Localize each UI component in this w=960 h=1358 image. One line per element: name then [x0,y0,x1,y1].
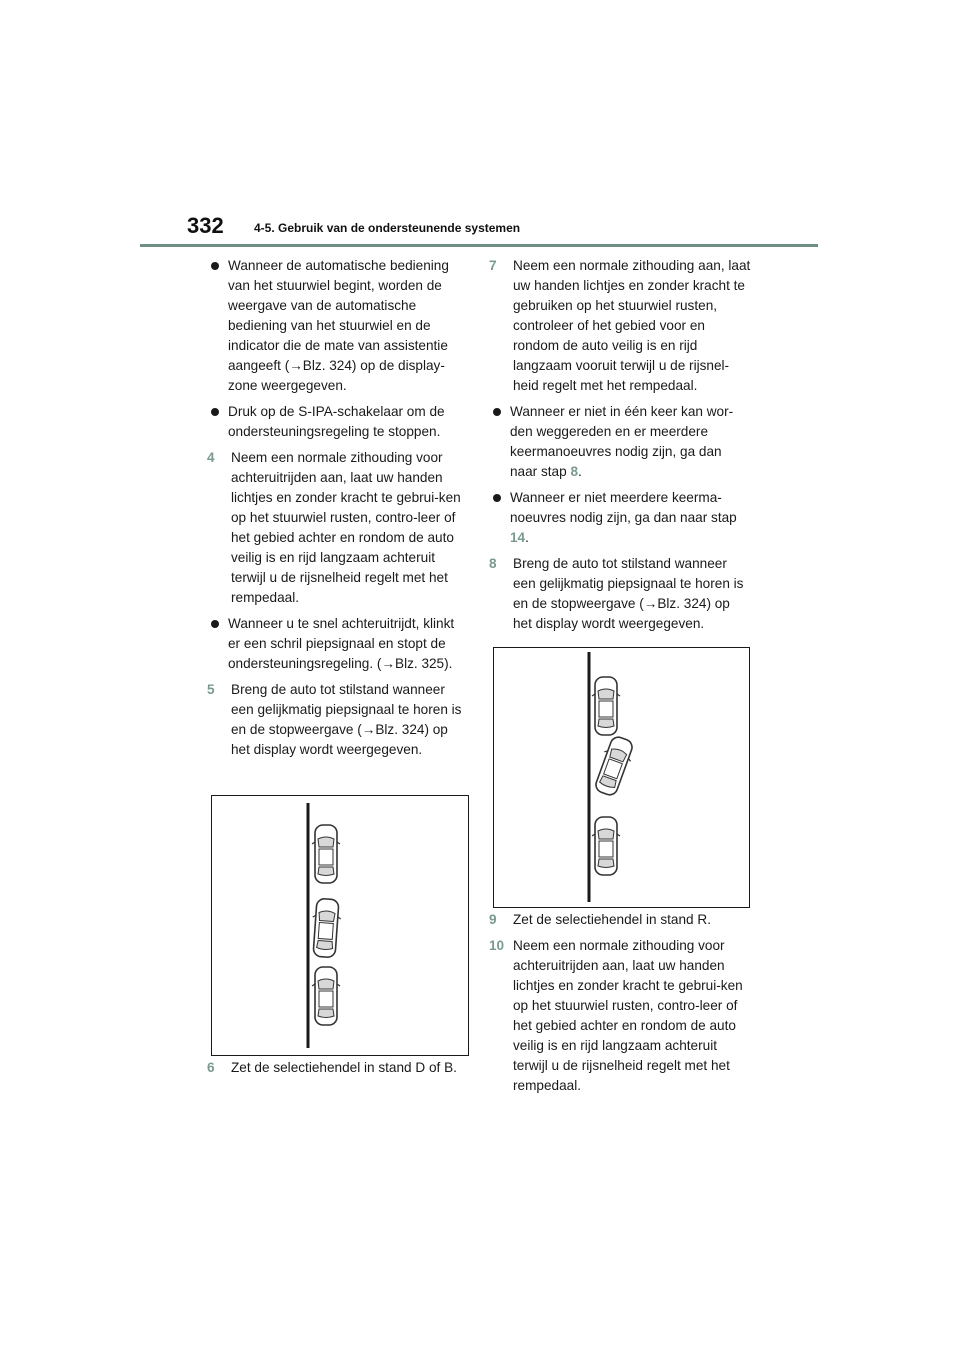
step-6 [207,1058,469,1084]
bullet-text-end: . [578,464,582,479]
step-text: Breng de auto tot stilstand wanneer een gelijkmatig piepsignaal te horen is en de stopweergave (→Blz. 324) op het display wordt weergegeven. [513,556,744,631]
step-number: 4 [207,450,215,465]
right-column-lower [489,910,751,1102]
step-text: Neem een normale zithouding aan, laat uw handen lichtjes en zonder kracht te gebruiken op het stuurwiel rusten, controleer of het gebied voor en rondom de auto veilig is en rijd langzaam vooruit terwijl u de rijsnel-heid regelt met het rempedaal. [513,258,751,393]
header-rule [140,244,818,247]
step-number: 9 [489,912,497,927]
maneuvering-car [310,898,342,958]
step-text: Neem een normale zithouding voor achteruitrijden aan, laat uw handen lichtjes en zonder kracht te gebrui-ken op het stuurwiel rusten, contro-leer of het gebied achter en rondom de auto veilig is en rijd langzaam achteruit terwijl u de rijsnelheid regelt met het rempedaal. [513,938,743,1093]
bullet-item [207,614,469,674]
step-number: 6 [207,1060,215,1075]
step-8 [489,554,751,634]
step-number: 8 [489,556,497,571]
bullet-text: Druk op de S-IPA-schakelaar om de ondersteuningsregeling te stoppen. [228,404,445,439]
step-10 [489,936,751,1096]
parked-car-rear [312,967,340,1025]
step-number: 5 [207,682,215,697]
bullet-icon [211,262,219,270]
parking-illustration-reverse [211,795,469,1056]
bullet-item [207,402,469,442]
maneuvering-car [591,734,637,798]
step-number: 7 [489,258,497,273]
bullet-text-end: . [525,530,529,545]
parking-illustration-forward [493,647,750,908]
right-column [489,256,751,640]
step-number: 10 [489,938,505,953]
step-text: Zet de selectiehendel in stand R. [513,912,711,927]
step-reference: 14 [510,530,526,545]
step-text: Neem een normale zithouding voor achteruitrijden aan, laat uw handen lichtjes en zonder kracht te gebrui-ken op het stuurwiel rusten, contro-leer of het gebied achter en rondom de auto veilig is en rijd langzaam achteruit terwijl u de rijsnelheid regelt met het rempedaal. [231,450,461,605]
step-7 [489,256,751,396]
step-9 [489,910,751,930]
bullet-icon [211,408,219,416]
parked-car-rear [592,817,620,875]
step-4 [207,448,469,608]
bullet-item [489,488,751,548]
bullet-text: Wanneer er niet meerdere keerma-noeuvres nodig zijn, ga dan naar stap [510,490,737,525]
bullet-item [489,402,751,482]
left-column [207,256,469,766]
step-text: Breng de auto tot stilstand wanneer een gelijkmatig piepsignaal te horen is en de stopweergave (→Blz. 324) op het display wordt weergegeven. [231,682,462,757]
step-5 [207,680,469,760]
bullet-text: Wanneer er niet in één keer kan wor-den weggereden en er meerdere keermanoeuvres nodig zijn, ga dan naar stap [510,404,734,479]
step-reference: 8 [570,464,579,479]
parked-car-front [312,825,340,883]
bullet-icon [211,620,219,628]
page-number: 332 [187,213,224,238]
bullet-icon [493,408,501,416]
section-title: 4-5. Gebruik van de ondersteunende systemen [254,221,521,235]
bullet-text: Wanneer de automatische bediening van het stuurwiel begint, worden de weergave van de automatische bediening van het stuurwiel en de indicator die de mate van assistentie aangeeft (→Blz. 324) op de display-zone weergegeven. [228,258,449,393]
bullet-item [207,256,469,396]
bullet-text: Wanneer u te snel achteruitrijdt, klinkt er een schril piepsignaal en stopt de ondersteuningsregeling. (→Blz. 325). [228,616,455,671]
step-text: Zet de selectiehendel in stand D of B. [231,1060,457,1075]
parked-car-front [592,677,620,735]
bullet-icon [493,494,501,502]
